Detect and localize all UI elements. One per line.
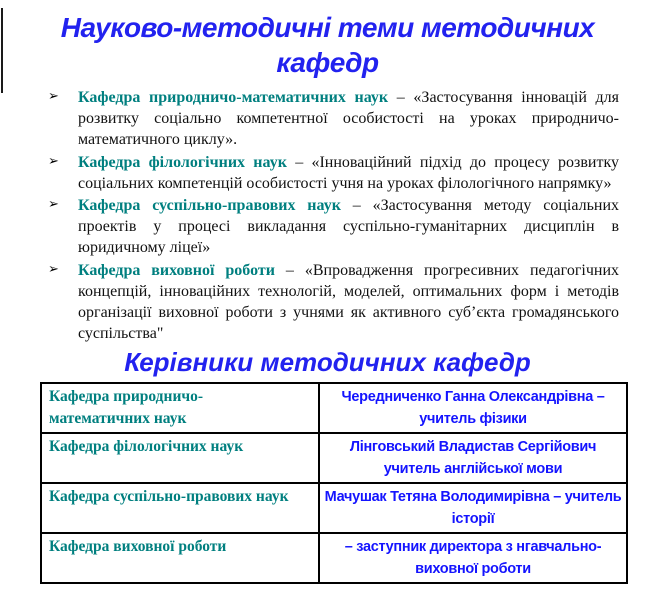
department-cell-line: Кафедра філологічних наук <box>49 438 244 456</box>
department-name: Кафедра суспільно-правових наук <box>78 197 341 215</box>
page-title-line-2: кафедр <box>276 47 379 78</box>
list-item-philology <box>48 152 619 194</box>
department-cell <box>41 533 319 583</box>
head-cell <box>319 483 627 533</box>
department-cell <box>41 383 319 433</box>
head-cell-line: історії <box>451 511 495 528</box>
page-title <box>20 10 635 80</box>
arrow-bullet-icon: ➢ <box>48 89 59 104</box>
arrow-bullet-icon: ➢ <box>48 153 59 169</box>
head-cell-line: Чередниченко Ганна Олександрівна – <box>341 389 605 406</box>
page-title-line-1: Науково-методичні теми методичних <box>60 12 595 43</box>
department-cell <box>41 483 319 533</box>
head-cell-line: Лінговський Владистав Сергійович <box>349 439 597 456</box>
table-row <box>41 383 627 433</box>
head-cell <box>319 383 627 433</box>
table-row <box>41 483 627 533</box>
themes-list <box>48 87 619 344</box>
arrow-bullet-icon: ➢ <box>48 197 59 213</box>
department-cell <box>41 433 319 483</box>
table-row <box>41 433 627 483</box>
theme-text: – «Інноваційний підхід до процесу розвитку соціальних компетенцій особистості учня на уроках філологічного напрямку» <box>78 153 619 192</box>
theme-text: – «Застосування інновацій для розвитку соціально компетентної особистості на уроках природничо-математичного циклу». <box>78 89 620 149</box>
head-cell-line: виховної роботи <box>415 561 531 578</box>
department-heads-table <box>40 382 628 584</box>
arrow-bullet-icon: ➢ <box>48 261 59 277</box>
bullet-text <box>78 87 619 151</box>
table-row <box>41 533 627 583</box>
head-cell-line: – заступник директора з нгавчально- <box>344 539 602 556</box>
list-item-science-math <box>48 87 619 151</box>
theme-text: – «Впровадження прогресивних педагогічних концепцій, інноваційних технологій, моделей, оптимальних форм і методів організації виховної роботи з учнями як активного суб’єкта громадянського суспільства" <box>78 261 619 343</box>
list-item-social-law <box>48 195 619 259</box>
theme-text: – «Застосування методу соціальних проектів у процесі викладання суспільно-гуманітарних дисциплін в юридичному ліцеї» <box>78 197 620 257</box>
list-item-educational-work <box>48 260 619 345</box>
department-cell-line: Кафедра виховної роботи <box>49 538 227 556</box>
bullet-text <box>78 260 619 345</box>
head-cell-line: учитель фізики <box>419 411 527 428</box>
bullet-text <box>78 195 619 259</box>
page-edge-line <box>1 8 3 93</box>
head-cell <box>319 433 627 483</box>
department-name: Кафедра природничо-математичних наук <box>78 89 389 106</box>
head-cell <box>319 533 627 583</box>
section-title-heads: Керівники методичних кафедр <box>124 347 531 378</box>
department-cell-line: Кафедра суспільно-правових наук <box>49 488 289 506</box>
head-cell-line: Мачушак Тетяна Володимирівна – учитель <box>324 489 622 506</box>
department-name: Кафедра виховної роботи <box>78 261 275 279</box>
department-cell-line: математичних наук <box>49 410 187 428</box>
bullet-text <box>78 152 619 194</box>
head-cell-line: учитель англійської мови <box>383 461 563 478</box>
department-name: Кафедра філологічних наук <box>78 153 287 171</box>
department-cell-line: Кафедра природничо- <box>49 388 204 406</box>
